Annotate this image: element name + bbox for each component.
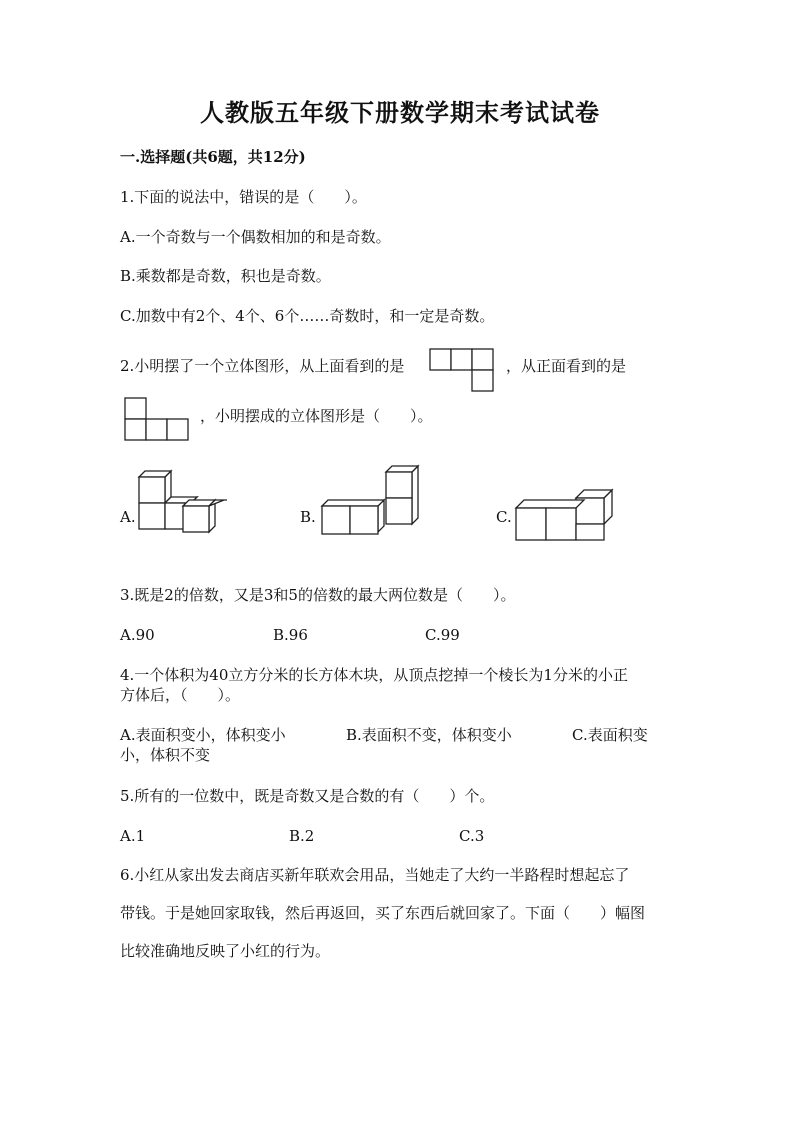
q2-stem-part1: 2.小明摆了一个立体图形，从上面看到的是 xyxy=(120,357,405,375)
q5-option-c[interactable]: C.3 xyxy=(459,827,485,845)
q6-stem-line2: 带钱。于是她回家取钱，然后再返回，买了东西后就回家了。下面（ ）幅图 xyxy=(120,904,646,922)
q5-option-a[interactable]: A.1 xyxy=(120,827,146,845)
section-heading: 一.选择题(共6题，共12分) xyxy=(120,148,306,166)
q6-stem-line3: 比较准确地反映了小红的行为。 xyxy=(120,942,331,960)
cube-front xyxy=(183,506,209,532)
cube-front xyxy=(350,506,378,534)
cube-front xyxy=(386,472,412,498)
cube-top xyxy=(322,500,384,506)
q1-option-b[interactable]: B.乘数都是奇数，积也是奇数。 xyxy=(120,267,331,285)
q2-stem-part3: ，小明摆成的立体图形是（ ）。 xyxy=(200,407,433,425)
cube-front xyxy=(139,477,165,503)
q5-stem: 5.所有的一位数中，既是奇数又是合数的有（ ）个。 xyxy=(120,787,495,805)
cube-side xyxy=(412,466,418,524)
q3-option-c[interactable]: C.99 xyxy=(425,626,460,644)
option-b-cube-figure[interactable] xyxy=(318,464,422,546)
top-view-square xyxy=(430,349,451,370)
top-view-figure xyxy=(429,348,497,394)
q4-option-b[interactable]: B.表面积不变，体积变小 xyxy=(346,726,512,744)
cube-front xyxy=(386,498,412,524)
top-view-square xyxy=(472,370,493,391)
q2-option-c-label[interactable]: C. xyxy=(496,508,512,526)
option-c-cube-figure[interactable] xyxy=(514,488,618,546)
q4-stem-line1: 4.一个体积为40立方分米的长方体木块，从顶点挖掉一个棱长为1分米的小正 xyxy=(120,666,628,684)
q3-option-b[interactable]: B.96 xyxy=(273,626,308,644)
cube-front xyxy=(546,508,576,540)
front-view-square xyxy=(125,398,146,419)
q1-stem: 1.下面的说法中，错误的是（ ）。 xyxy=(120,188,367,206)
front-view-square xyxy=(167,419,188,440)
cube-front xyxy=(322,506,350,534)
cube-top xyxy=(139,471,171,477)
q2-option-b-label[interactable]: B. xyxy=(300,508,316,526)
q4-option-c-wrap[interactable]: 小，体积不变 xyxy=(120,746,211,764)
cube-top xyxy=(386,466,418,472)
q4-stem-line2: 方体后，（ ）。 xyxy=(120,686,241,704)
top-view-square xyxy=(472,349,493,370)
front-view-figure xyxy=(124,397,192,443)
cube-top xyxy=(516,500,584,508)
q2-option-a-label[interactable]: A. xyxy=(120,508,136,526)
front-view-square xyxy=(125,419,146,440)
q4-option-a[interactable]: A.表面积变小，体积变小 xyxy=(120,726,286,744)
q6-stem-line1: 6.小红从家出发去商店买新年联欢会用品，当她走了大约一半路程时想起忘了 xyxy=(120,866,630,884)
q3-stem: 3.既是2的倍数，又是3和5的倍数的最大两位数是（ ）。 xyxy=(120,586,516,604)
cube-front xyxy=(139,503,165,529)
cube-front xyxy=(576,524,604,540)
option-a-cube-figure[interactable] xyxy=(138,470,230,546)
q4-option-c[interactable]: C.表面积变 xyxy=(572,726,648,744)
q1-option-a[interactable]: A.一个奇数与一个偶数相加的和是奇数。 xyxy=(120,228,391,246)
page-title: 人教版五年级下册数学期末考试试卷 xyxy=(200,98,600,127)
q2-stem-part2: ，从正面看到的是 xyxy=(506,357,627,375)
q3-option-a[interactable]: A.90 xyxy=(120,626,155,644)
front-view-square xyxy=(146,419,167,440)
cube-front xyxy=(516,508,546,540)
q5-option-b[interactable]: B.2 xyxy=(289,827,315,845)
q1-option-c[interactable]: C.加数中有2个、4个、6个……奇数时，和一定是奇数。 xyxy=(120,307,495,325)
top-view-square xyxy=(451,349,472,370)
